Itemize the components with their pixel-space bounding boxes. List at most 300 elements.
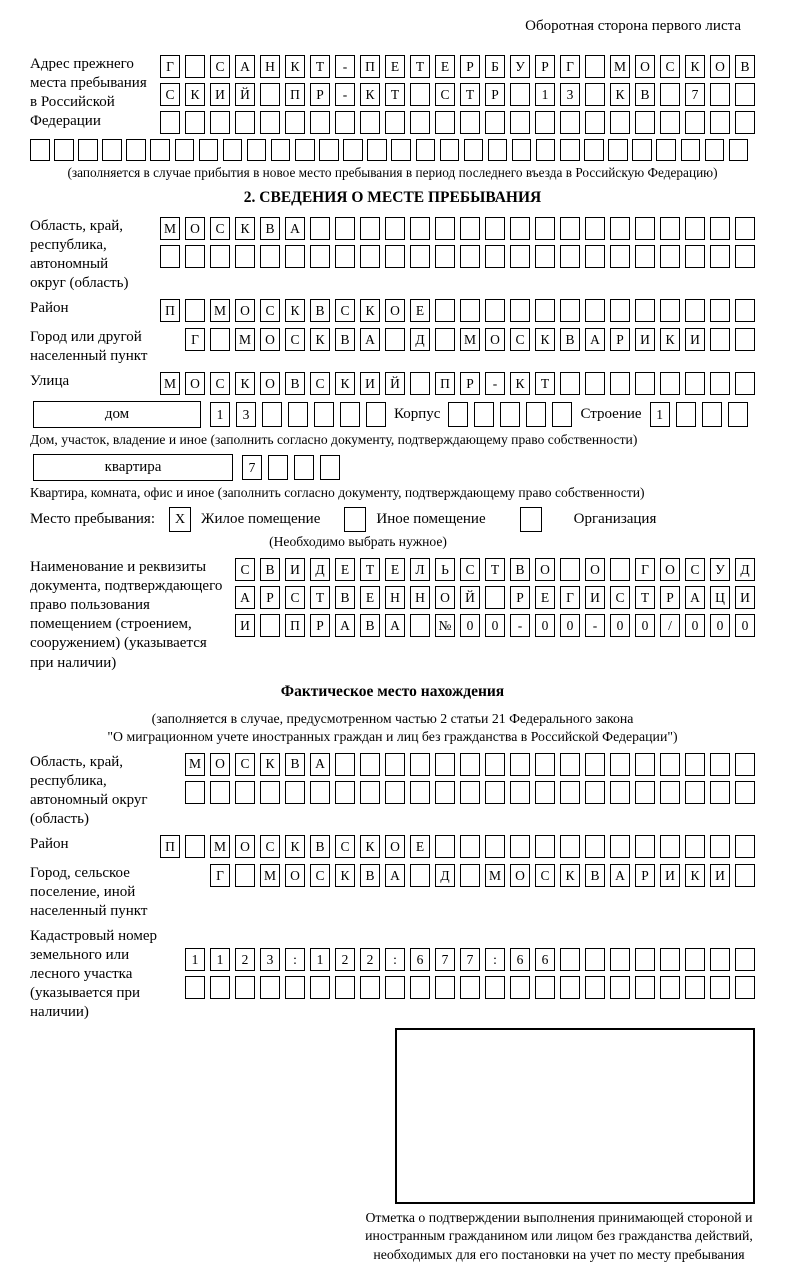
char-cell[interactable]: Й [460, 586, 480, 609]
char-cell[interactable] [535, 245, 555, 268]
char-cell[interactable] [729, 139, 749, 161]
char-cell[interactable] [210, 976, 230, 999]
char-cell[interactable]: 7 [685, 83, 705, 106]
char-cell[interactable] [735, 976, 755, 999]
char-cell[interactable]: Р [485, 83, 505, 106]
char-cell[interactable] [210, 245, 230, 268]
char-cell[interactable]: Т [310, 586, 330, 609]
char-cell[interactable] [260, 111, 280, 134]
char-cell[interactable] [510, 781, 530, 804]
char-cell[interactable]: С [210, 55, 230, 78]
char-cell[interactable]: А [685, 586, 705, 609]
char-cell[interactable]: У [510, 55, 530, 78]
char-cell[interactable] [585, 781, 605, 804]
char-cell[interactable]: А [235, 55, 255, 78]
char-cell[interactable]: : [485, 948, 505, 971]
char-cell[interactable]: Е [410, 835, 430, 858]
char-cell[interactable]: В [560, 328, 580, 351]
char-cell[interactable] [610, 835, 630, 858]
char-cell[interactable]: О [260, 328, 280, 351]
char-cell[interactable]: Г [635, 558, 655, 581]
char-cell[interactable]: К [685, 864, 705, 887]
char-cell[interactable] [610, 558, 630, 581]
char-cell[interactable] [360, 753, 380, 776]
char-cell[interactable] [585, 372, 605, 395]
char-cell[interactable] [485, 835, 505, 858]
char-cell[interactable] [160, 111, 180, 134]
char-cell[interactable] [510, 299, 530, 322]
char-cell[interactable]: В [735, 55, 755, 78]
char-cell[interactable] [510, 976, 530, 999]
char-cell[interactable]: С [660, 55, 680, 78]
char-cell[interactable] [460, 835, 480, 858]
char-cell[interactable] [185, 245, 205, 268]
char-cell[interactable] [262, 402, 282, 427]
char-cell[interactable]: В [585, 864, 605, 887]
char-cell[interactable] [560, 781, 580, 804]
char-cell[interactable] [560, 558, 580, 581]
char-cell[interactable] [512, 139, 532, 161]
char-cell[interactable] [485, 586, 505, 609]
char-cell[interactable] [210, 328, 230, 351]
char-cell[interactable] [685, 245, 705, 268]
char-cell[interactable] [660, 976, 680, 999]
char-cell[interactable]: О [585, 558, 605, 581]
char-cell[interactable] [585, 835, 605, 858]
char-cell[interactable] [660, 781, 680, 804]
char-cell[interactable] [335, 111, 355, 134]
char-cell[interactable]: К [185, 83, 205, 106]
char-cell[interactable] [435, 245, 455, 268]
char-cell[interactable] [728, 402, 748, 427]
char-cell[interactable]: П [285, 83, 305, 106]
char-cell[interactable] [310, 111, 330, 134]
char-cell[interactable] [319, 139, 339, 161]
char-cell[interactable] [660, 111, 680, 134]
char-cell[interactable] [102, 139, 122, 161]
char-cell[interactable]: Е [385, 55, 405, 78]
char-cell[interactable]: - [510, 614, 530, 637]
char-cell[interactable] [685, 299, 705, 322]
char-cell[interactable]: С [310, 864, 330, 887]
char-cell[interactable] [435, 976, 455, 999]
char-cell[interactable]: И [660, 864, 680, 887]
char-cell[interactable] [585, 948, 605, 971]
char-cell[interactable]: Е [435, 55, 455, 78]
char-cell[interactable]: Р [510, 586, 530, 609]
char-cell[interactable]: М [210, 835, 230, 858]
char-cell[interactable] [410, 753, 430, 776]
char-cell[interactable] [535, 299, 555, 322]
char-cell[interactable] [585, 299, 605, 322]
char-cell[interactable] [560, 217, 580, 240]
char-cell[interactable]: О [660, 558, 680, 581]
char-cell[interactable] [735, 245, 755, 268]
char-cell[interactable] [185, 781, 205, 804]
char-cell[interactable]: 1 [210, 402, 230, 427]
char-cell[interactable] [735, 948, 755, 971]
char-cell[interactable] [435, 328, 455, 351]
char-cell[interactable] [685, 217, 705, 240]
char-cell[interactable]: / [660, 614, 680, 637]
char-cell[interactable] [535, 111, 555, 134]
char-cell[interactable] [435, 835, 455, 858]
char-cell[interactable]: Д [310, 558, 330, 581]
char-cell[interactable]: Б [485, 55, 505, 78]
char-cell[interactable] [474, 402, 494, 427]
char-cell[interactable] [685, 372, 705, 395]
char-cell[interactable]: Г [160, 55, 180, 78]
char-cell[interactable] [710, 948, 730, 971]
char-cell[interactable]: 7 [242, 455, 262, 480]
char-cell[interactable] [247, 139, 267, 161]
char-cell[interactable]: Р [310, 614, 330, 637]
char-cell[interactable] [560, 372, 580, 395]
char-cell[interactable] [435, 111, 455, 134]
char-cell[interactable]: П [160, 299, 180, 322]
char-cell[interactable]: М [160, 372, 180, 395]
char-cell[interactable] [385, 976, 405, 999]
char-cell[interactable]: В [285, 753, 305, 776]
char-cell[interactable]: В [335, 586, 355, 609]
char-cell[interactable] [610, 753, 630, 776]
char-cell[interactable] [584, 139, 604, 161]
char-cell[interactable] [410, 372, 430, 395]
char-cell[interactable]: М [460, 328, 480, 351]
char-cell[interactable] [485, 781, 505, 804]
char-cell[interactable]: К [360, 835, 380, 858]
char-cell[interactable] [585, 111, 605, 134]
char-cell[interactable]: К [610, 83, 630, 106]
char-cell[interactable]: А [335, 614, 355, 637]
char-cell[interactable] [710, 111, 730, 134]
char-cell[interactable]: Р [610, 328, 630, 351]
char-cell[interactable]: К [285, 55, 305, 78]
char-cell[interactable] [410, 614, 430, 637]
char-cell[interactable]: В [360, 864, 380, 887]
char-cell[interactable]: А [585, 328, 605, 351]
char-cell[interactable] [710, 976, 730, 999]
char-cell[interactable]: Н [260, 55, 280, 78]
char-cell[interactable]: Р [460, 55, 480, 78]
char-cell[interactable] [660, 83, 680, 106]
char-cell[interactable] [448, 402, 468, 427]
char-cell[interactable]: С [335, 835, 355, 858]
char-cell[interactable]: И [685, 328, 705, 351]
char-cell[interactable]: 0 [710, 614, 730, 637]
char-cell[interactable] [485, 976, 505, 999]
char-cell[interactable]: С [160, 83, 180, 106]
char-cell[interactable] [735, 864, 755, 887]
char-cell[interactable]: С [285, 586, 305, 609]
char-cell[interactable] [410, 864, 430, 887]
char-cell[interactable] [536, 139, 556, 161]
char-cell[interactable]: О [510, 864, 530, 887]
char-cell[interactable] [460, 781, 480, 804]
char-cell[interactable] [175, 139, 195, 161]
char-cell[interactable] [710, 835, 730, 858]
char-cell[interactable] [510, 217, 530, 240]
char-cell[interactable] [660, 245, 680, 268]
char-cell[interactable]: К [235, 372, 255, 395]
char-cell[interactable] [526, 402, 546, 427]
char-cell[interactable] [435, 781, 455, 804]
char-cell[interactable] [510, 835, 530, 858]
char-cell[interactable] [260, 245, 280, 268]
char-cell[interactable] [410, 83, 430, 106]
char-cell[interactable] [635, 245, 655, 268]
char-cell[interactable] [460, 299, 480, 322]
char-cell[interactable]: С [610, 586, 630, 609]
char-cell[interactable]: С [235, 753, 255, 776]
char-cell[interactable] [535, 976, 555, 999]
char-cell[interactable] [320, 455, 340, 480]
char-cell[interactable]: Р [635, 864, 655, 887]
char-cell[interactable]: А [285, 217, 305, 240]
char-cell[interactable] [360, 111, 380, 134]
char-cell[interactable] [310, 217, 330, 240]
char-cell[interactable] [260, 83, 280, 106]
char-cell[interactable]: В [260, 558, 280, 581]
char-cell[interactable] [285, 111, 305, 134]
char-cell[interactable] [660, 299, 680, 322]
char-cell[interactable] [608, 139, 628, 161]
char-cell[interactable] [635, 948, 655, 971]
char-cell[interactable] [410, 781, 430, 804]
char-cell[interactable]: Т [385, 83, 405, 106]
char-cell[interactable] [185, 55, 205, 78]
char-cell[interactable]: Т [410, 55, 430, 78]
char-cell[interactable] [585, 217, 605, 240]
char-cell[interactable] [464, 139, 484, 161]
char-cell[interactable] [126, 139, 146, 161]
char-cell[interactable] [510, 111, 530, 134]
char-cell[interactable] [294, 455, 314, 480]
char-cell[interactable]: 0 [485, 614, 505, 637]
char-cell[interactable] [635, 753, 655, 776]
char-cell[interactable]: К [510, 372, 530, 395]
char-cell[interactable]: С [310, 372, 330, 395]
char-cell[interactable] [560, 245, 580, 268]
char-cell[interactable] [710, 328, 730, 351]
char-cell[interactable]: А [610, 864, 630, 887]
char-cell[interactable] [660, 835, 680, 858]
char-cell[interactable]: О [235, 835, 255, 858]
char-cell[interactable] [235, 976, 255, 999]
char-cell[interactable] [385, 217, 405, 240]
char-cell[interactable]: И [585, 586, 605, 609]
char-cell[interactable] [360, 976, 380, 999]
char-cell[interactable]: О [710, 55, 730, 78]
char-cell[interactable]: Е [360, 586, 380, 609]
apartment-box[interactable]: квартира [33, 454, 233, 481]
char-cell[interactable] [78, 139, 98, 161]
char-cell[interactable] [610, 245, 630, 268]
char-cell[interactable] [552, 402, 572, 427]
char-cell[interactable]: 3 [260, 948, 280, 971]
stamp-area[interactable] [395, 1028, 755, 1204]
char-cell[interactable] [310, 781, 330, 804]
char-cell[interactable] [610, 217, 630, 240]
char-cell[interactable]: Н [385, 586, 405, 609]
char-cell[interactable]: - [485, 372, 505, 395]
char-cell[interactable] [585, 753, 605, 776]
char-cell[interactable]: Ц [710, 586, 730, 609]
char-cell[interactable] [30, 139, 50, 161]
char-cell[interactable]: Т [635, 586, 655, 609]
char-cell[interactable]: О [635, 55, 655, 78]
char-cell[interactable]: В [335, 328, 355, 351]
char-cell[interactable] [460, 864, 480, 887]
char-cell[interactable]: В [260, 217, 280, 240]
char-cell[interactable] [488, 139, 508, 161]
char-cell[interactable]: № [435, 614, 455, 637]
char-cell[interactable]: К [360, 83, 380, 106]
char-cell[interactable] [735, 299, 755, 322]
char-cell[interactable]: М [210, 299, 230, 322]
char-cell[interactable]: Г [560, 55, 580, 78]
char-cell[interactable]: О [485, 328, 505, 351]
char-cell[interactable] [435, 217, 455, 240]
char-cell[interactable]: К [285, 299, 305, 322]
char-cell[interactable] [314, 402, 334, 427]
char-cell[interactable] [710, 217, 730, 240]
char-cell[interactable]: К [335, 864, 355, 887]
char-cell[interactable] [585, 83, 605, 106]
char-cell[interactable] [460, 753, 480, 776]
char-cell[interactable]: Р [535, 55, 555, 78]
char-cell[interactable] [560, 139, 580, 161]
char-cell[interactable] [610, 111, 630, 134]
char-cell[interactable] [416, 139, 436, 161]
char-cell[interactable]: К [335, 372, 355, 395]
char-cell[interactable] [560, 948, 580, 971]
char-cell[interactable]: - [585, 614, 605, 637]
char-cell[interactable] [185, 835, 205, 858]
char-cell[interactable] [735, 111, 755, 134]
char-cell[interactable] [410, 976, 430, 999]
char-cell[interactable] [360, 217, 380, 240]
char-cell[interactable]: Д [410, 328, 430, 351]
char-cell[interactable]: Е [535, 586, 555, 609]
char-cell[interactable] [560, 835, 580, 858]
char-cell[interactable] [560, 976, 580, 999]
char-cell[interactable]: А [360, 328, 380, 351]
char-cell[interactable] [735, 835, 755, 858]
char-cell[interactable]: А [310, 753, 330, 776]
char-cell[interactable] [385, 781, 405, 804]
char-cell[interactable]: О [285, 864, 305, 887]
char-cell[interactable]: М [185, 753, 205, 776]
char-cell[interactable] [635, 835, 655, 858]
char-cell[interactable]: 2 [360, 948, 380, 971]
char-cell[interactable]: К [535, 328, 555, 351]
char-cell[interactable] [310, 245, 330, 268]
char-cell[interactable]: С [235, 558, 255, 581]
char-cell[interactable] [440, 139, 460, 161]
char-cell[interactable]: О [210, 753, 230, 776]
char-cell[interactable]: С [335, 299, 355, 322]
char-cell[interactable]: О [435, 586, 455, 609]
char-cell[interactable] [610, 976, 630, 999]
char-cell[interactable]: 1 [310, 948, 330, 971]
char-cell[interactable] [735, 781, 755, 804]
char-cell[interactable] [635, 111, 655, 134]
char-cell[interactable]: 0 [535, 614, 555, 637]
char-cell[interactable]: Г [560, 586, 580, 609]
char-cell[interactable]: 1 [535, 83, 555, 106]
char-cell[interactable]: О [385, 299, 405, 322]
char-cell[interactable] [510, 753, 530, 776]
char-cell[interactable] [660, 372, 680, 395]
char-cell[interactable] [435, 753, 455, 776]
char-cell[interactable] [656, 139, 676, 161]
char-cell[interactable] [360, 245, 380, 268]
char-cell[interactable] [485, 111, 505, 134]
char-cell[interactable] [710, 245, 730, 268]
char-cell[interactable]: И [285, 558, 305, 581]
char-cell[interactable] [560, 753, 580, 776]
char-cell[interactable]: П [435, 372, 455, 395]
char-cell[interactable] [285, 245, 305, 268]
char-cell[interactable]: К [360, 299, 380, 322]
char-cell[interactable] [335, 781, 355, 804]
char-cell[interactable]: С [685, 558, 705, 581]
char-cell[interactable] [385, 245, 405, 268]
char-cell[interactable]: К [235, 217, 255, 240]
char-cell[interactable] [485, 299, 505, 322]
char-cell[interactable] [335, 217, 355, 240]
char-cell[interactable]: М [260, 864, 280, 887]
char-cell[interactable]: А [385, 864, 405, 887]
char-cell[interactable]: Е [335, 558, 355, 581]
char-cell[interactable] [150, 139, 170, 161]
char-cell[interactable]: Ь [435, 558, 455, 581]
char-cell[interactable] [260, 976, 280, 999]
char-cell[interactable] [460, 245, 480, 268]
char-cell[interactable] [660, 948, 680, 971]
char-cell[interactable]: Р [260, 586, 280, 609]
char-cell[interactable]: Р [660, 586, 680, 609]
char-cell[interactable] [660, 217, 680, 240]
char-cell[interactable]: В [510, 558, 530, 581]
char-cell[interactable] [610, 948, 630, 971]
char-cell[interactable]: - [335, 83, 355, 106]
char-cell[interactable] [535, 753, 555, 776]
char-cell[interactable] [260, 614, 280, 637]
char-cell[interactable] [160, 245, 180, 268]
char-cell[interactable] [676, 402, 696, 427]
char-cell[interactable] [54, 139, 74, 161]
char-cell[interactable] [710, 781, 730, 804]
char-cell[interactable] [335, 753, 355, 776]
char-cell[interactable]: И [360, 372, 380, 395]
char-cell[interactable] [585, 55, 605, 78]
char-cell[interactable]: 7 [435, 948, 455, 971]
char-cell[interactable]: Р [460, 372, 480, 395]
char-cell[interactable]: А [385, 614, 405, 637]
char-cell[interactable] [635, 217, 655, 240]
char-cell[interactable] [285, 976, 305, 999]
char-cell[interactable] [510, 83, 530, 106]
char-cell[interactable] [260, 781, 280, 804]
char-cell[interactable]: О [185, 217, 205, 240]
char-cell[interactable] [366, 402, 386, 427]
char-cell[interactable]: 6 [535, 948, 555, 971]
char-cell[interactable] [210, 111, 230, 134]
char-cell[interactable]: 7 [460, 948, 480, 971]
char-cell[interactable] [385, 753, 405, 776]
